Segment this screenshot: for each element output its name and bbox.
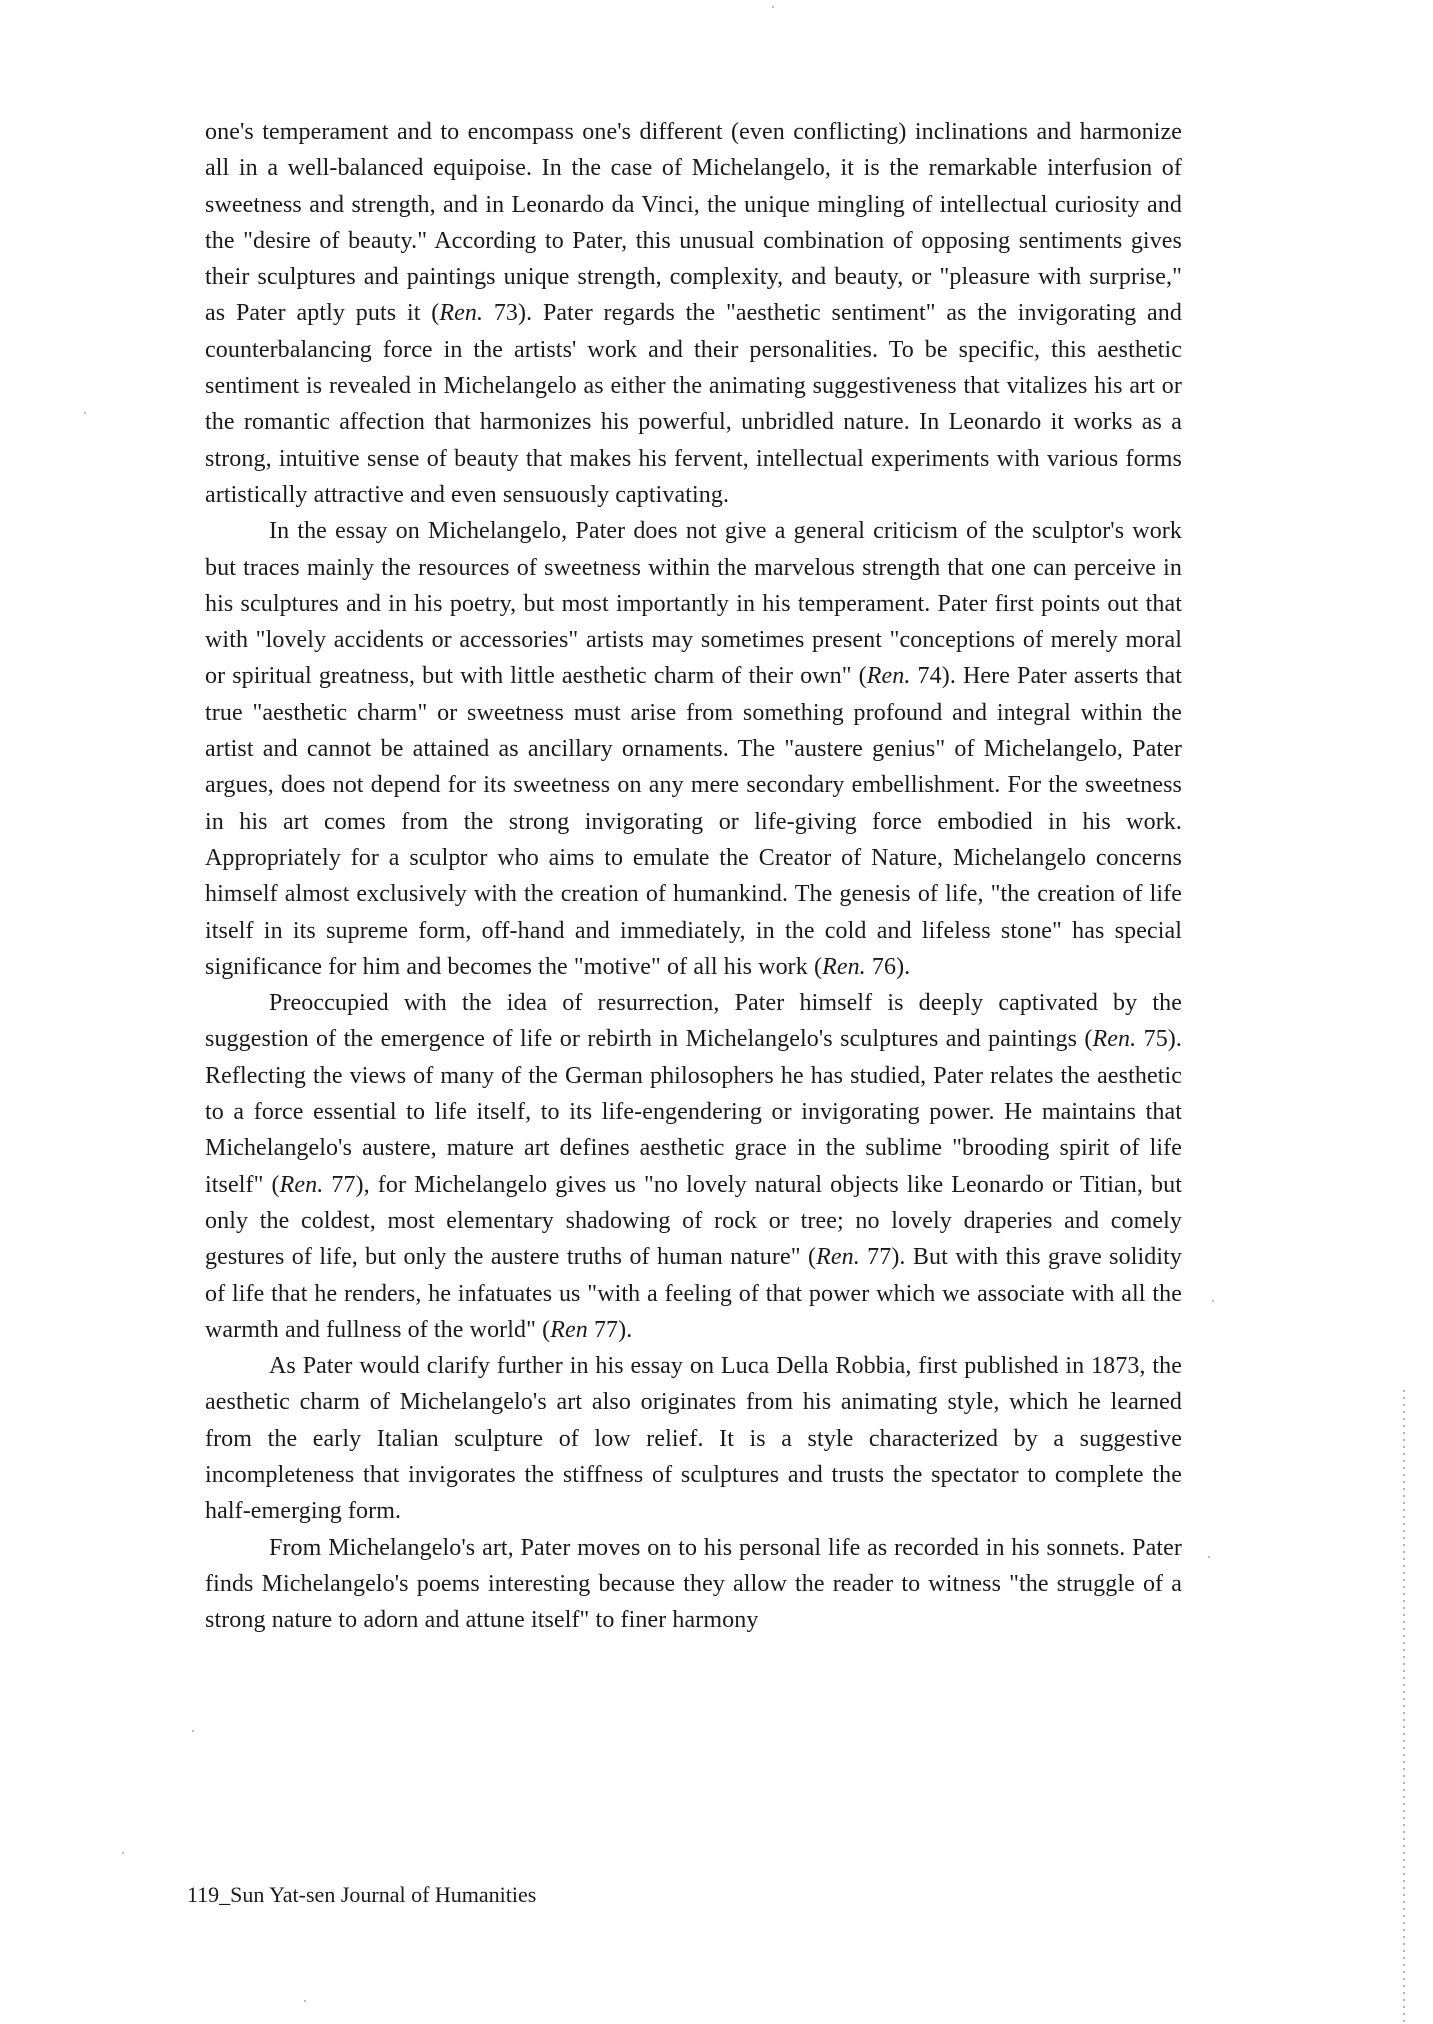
scan-speck [304, 2000, 306, 2002]
text-run: 75). Reflecting the views of many of the German philosophers he has studied, Pater relates the aesthetic to a force essential to life itself, to its life-engendering or invigorating power. He maintains that Michelangelo's austere, mature art defines aesthetic grace in the sublime "brooding spirit of life itself" ( [205, 1026, 1182, 1198]
text-run: 74). Here Pater asserts that true "aesthetic charm" or sweetness must arise from something profound and integral within the artist and cannot be attained as ancillary ornaments. The "austere genius" of Michelangelo, Pater argues, does not depend for its sweetness on any mere secondary embellishment. For the sweetness in his art comes from the strong invigorating or life-giving force embodied in his work. Appropriately for a sculptor who aims to emulate the Creator of Nature, Michelangelo concerns himself almost exclusively with the creation of humankind. The genesis of life, "the creation of life itself in its supreme form, off-hand and immediately, in the cold and lifeless stone" has special significance for him and becomes the "motive" of all his work ( [205, 663, 1183, 980]
citation-abbrev: Ren. [1092, 1026, 1137, 1053]
scan-edge-mark [1403, 1390, 1405, 2024]
page-footer: 119_Sun Yat-sen Journal of Humanities [187, 1882, 537, 1907]
scan-speck [772, 6, 774, 8]
text-run: 76). [865, 953, 911, 980]
scan-speck [192, 1730, 194, 1732]
paragraph-2 [205, 513, 1182, 985]
citation-abbrev: Ren. [816, 1244, 860, 1271]
paragraph-4 [205, 1348, 1182, 1529]
citation-abbrev: Ren. [279, 1171, 324, 1198]
citation-abbrev: Ren [550, 1316, 588, 1343]
scan-speck [84, 412, 86, 414]
text-run: one's temperament and to encompass one's different (even conflicting) inclinations and harmonize all in a well-balanced equipoise. In the case of Michelangelo, it is the remarkable interfusion of sweetness and strength, and in Leonardo da Vinci, the unique mingling of intellectual curiosity and the "desire of beauty." According to Pater, this unusual combination of opposing sentiments gives their sculptures and paintings unique strength, complexity, and beauty, or "pleasure with surprise," as Pater aptly puts it ( [205, 119, 1182, 327]
paragraph-1 [205, 114, 1182, 513]
citation-abbrev: Ren. [866, 663, 911, 690]
citation-abbrev: Ren. [439, 300, 484, 327]
scan-speck [122, 1852, 124, 1854]
text-run: 77). But with this grave solidity of life that he renders, he infatuates us "with a feeling of that power which we associate with all the warmth and fullness of the world" ( [205, 1244, 1182, 1343]
text-run: 77). [587, 1316, 633, 1343]
body-text [205, 114, 1182, 1638]
text-run: As Pater would clarify further in his essay on Luca Della Robbia, first published in 1873, the aesthetic charm of Michelangelo's art also originates from his animating style, which he learned from the early Italian sculpture of low relief. It is a style characterized by a suggestive incompleteness that invigorates the stiffness of sculptures and trusts the spectator to complete the half-emerging form. [205, 1353, 1182, 1525]
scan-speck [1212, 1300, 1214, 1302]
text-run: 73). Pater regards the "aesthetic sentiment" as the invigorating and counterbalancing force in the artists' work and their personalities. To be specific, this aesthetic sentiment is revealed in Michelangelo as either the animating suggestiveness that vitalizes his art or the romantic affection that harmonizes his powerful, unbridled nature. In Leonardo it works as a strong, intuitive sense of beauty that makes his fervent, intellectual experiments with various forms artistically attractive and even sensuously captivating. [205, 300, 1182, 508]
text-run: In the essay on Michelangelo, Pater does not give a general criticism of the sculptor's work but traces mainly the resources of sweetness within the marvelous strength that one can perceive in his sculptures and in his poetry, but most importantly in his temperament. Pater first points out that with "lovely accidents or accessories" artists may sometimes present "conceptions of merely moral or spiritual greatness, but with little aesthetic charm of their own" ( [205, 518, 1182, 690]
scan-speck [1208, 1556, 1210, 1558]
text-run: From Michelangelo's art, Pater moves on to his personal life as recorded in his sonnets. Pater finds Michelangelo's poems interesting because they allow the reader to witness "the struggle of a strong nature to adorn and attune itself" to finer harmony [205, 1534, 1182, 1634]
citation-abbrev: Ren. [822, 953, 866, 980]
text-run: 77), for Michelangelo gives us "no lovely natural objects like Leonardo or Titian, but only the coldest, most elementary shadowing of rock or tree; no lovely draperies and comely gestures of life, but only the austere truths of human nature" ( [205, 1171, 1182, 1271]
paragraph-5 [205, 1530, 1182, 1639]
paragraph-3 [205, 985, 1182, 1348]
text-run: Preoccupied with the idea of resurrection, Pater himself is deeply captivated by the suggestion of the emergence of life or rebirth in Michelangelo's sculptures and paintings ( [205, 990, 1182, 1053]
